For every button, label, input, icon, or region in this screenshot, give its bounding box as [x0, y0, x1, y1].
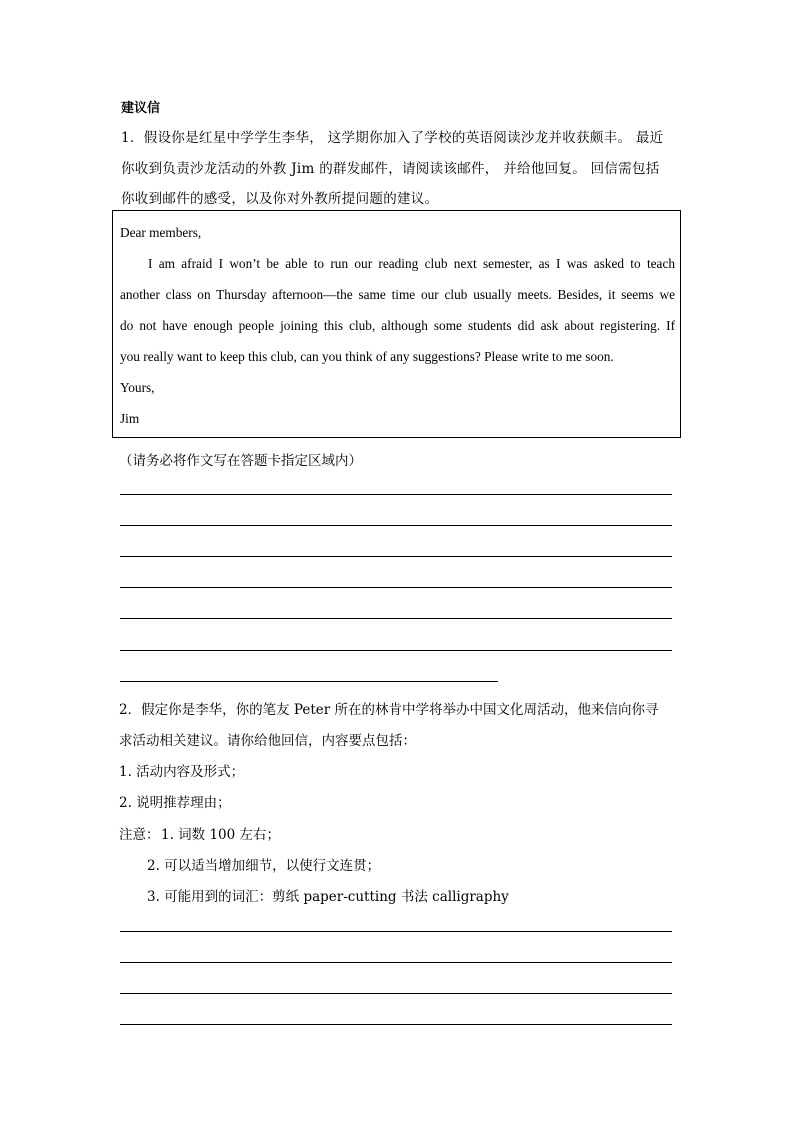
question-2-line-2: 求活动相关建议。请你给他回信，内容要点包括： — [119, 733, 416, 749]
question-2-point-1: 1. 活动内容及形式； — [119, 764, 245, 780]
answer-line — [120, 587, 672, 588]
answer-area-note: （请务必将作文写在答题卡指定区域内） — [119, 453, 362, 469]
letter-body-line: do not have enough people joining this club, although some students did ask about registering. If — [120, 318, 675, 333]
answer-line — [120, 618, 672, 619]
letter-body-line: I am afraid I won’t be able to run our reading club next semester, as I was asked to teach — [148, 256, 675, 271]
letter-body-line: another class on Thursday afternoon—the same time our club usually meets. Besides, it seems we — [120, 287, 675, 302]
answer-line — [120, 681, 498, 682]
answer-line — [120, 931, 672, 932]
answer-line — [120, 525, 672, 526]
question-2-notice-1: 1. 词数 100 左右； — [161, 827, 281, 843]
letter-signature: Jim — [120, 411, 140, 426]
answer-line — [120, 993, 672, 994]
section-title: 建议信 — [121, 101, 161, 116]
letter-body-line: you really want to keep this club, can you think of any suggestions? Please write to me soon. — [120, 349, 614, 364]
answer-line — [120, 650, 672, 651]
answer-line — [120, 1024, 672, 1025]
question-1-line-3: 你收到邮件的感受，以及你对外教所提问题的建议。 — [121, 191, 439, 207]
question-1-line-2: 你收到负责沙龙活动的外教 Jim 的群发邮件，请阅读该邮件， 并给他回复。 回信需包括 — [121, 161, 660, 177]
question-1-line-1: 1．假设你是红星中学学生李华， 这学期你加入了学校的英语阅读沙龙并收获颇丰。 最近 — [121, 130, 664, 146]
letter-closing: Yours, — [120, 380, 155, 395]
question-2-notice-label: 注意： — [119, 827, 160, 843]
answer-line — [120, 494, 672, 495]
letter-greeting: Dear members, — [120, 225, 202, 240]
question-2-notice-2: 2. 可以适当增加细节，以使行文连贯； — [147, 858, 381, 874]
answer-line — [120, 962, 672, 963]
question-2-line-1: 2．假定你是李华，你的笔友 Peter 所在的林肯中学将举办中国文化周活动，他来信向你寻 — [119, 702, 659, 718]
question-2-point-2: 2. 说明推荐理由； — [119, 795, 231, 811]
email-letter-box — [112, 210, 681, 438]
answer-line — [120, 556, 672, 557]
question-2-notice-3: 3. 可能用到的词汇：剪纸 paper-cutting 书法 calligraphy — [147, 889, 509, 905]
